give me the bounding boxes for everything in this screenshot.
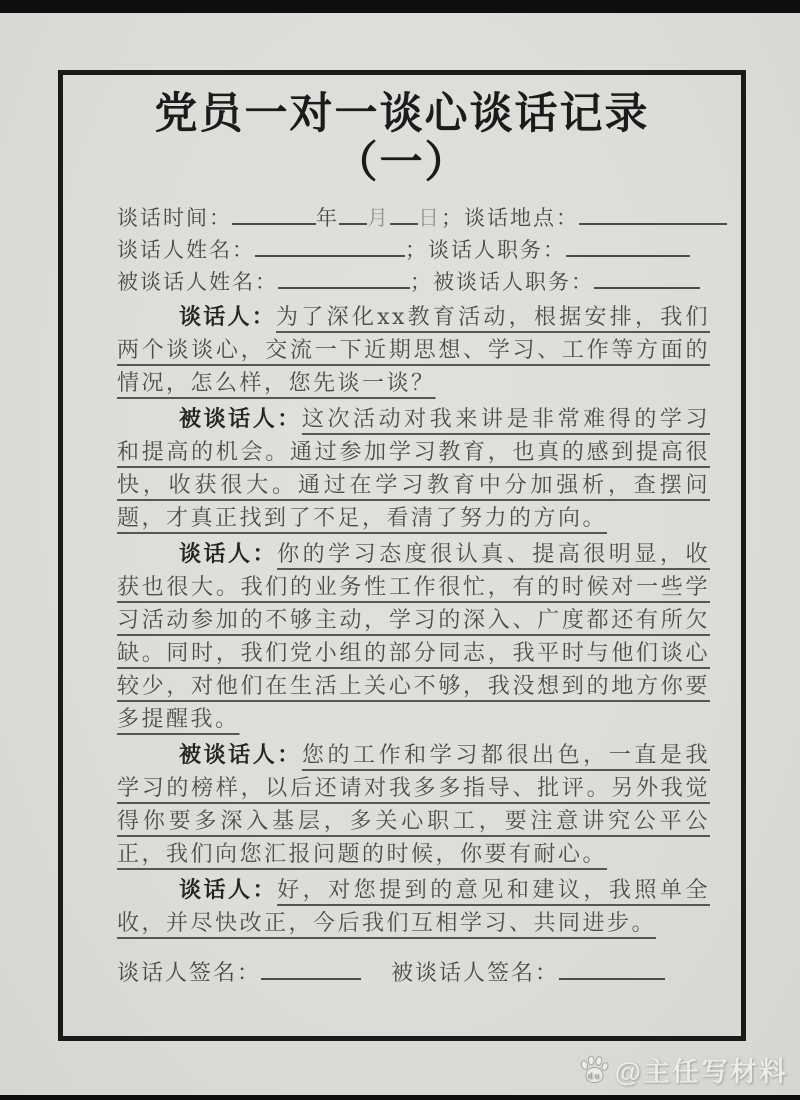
interviewer-title-label: 谈话人职务： [428,238,566,262]
day-label: 日 [418,206,441,230]
title-line-2: （一） [334,139,470,187]
speaker-label: 被谈话人： [179,406,302,431]
blank-interviewer-signature [261,960,361,980]
separator: ； [405,238,428,262]
blank-interviewer-title [566,237,690,257]
signature-row [117,956,710,987]
speaker-label: 谈话人： [179,877,278,902]
speech-text: 好，对您提到的意见和建议，我照单全收，并尽快改正，今后我们互相学习、共同进步。 [117,878,710,936]
dialogue-paragraph-4 [117,738,710,871]
document-border-frame [58,70,746,1041]
meta-line-time-place [117,202,710,234]
place-label: 谈话地点： [464,206,579,230]
baidu-paw-icon [578,1054,610,1086]
photo-letterbox-top [0,0,800,13]
meta-line-interviewer [117,234,710,266]
blank-interviewee-signature [559,960,665,980]
interviewee-signature-label: 被谈话人签名： [391,961,560,986]
blank-interviewer-name [255,237,405,257]
blank-interviewee-name [278,269,410,289]
blank-month [339,205,367,225]
interviewer-name-label: 谈话人姓名： [117,238,255,262]
watermark-handle: @主任写材料 [614,1057,788,1087]
speaker-label: 谈话人： [179,541,278,566]
year-label: 年 [316,206,339,230]
watermark [578,1050,788,1089]
separator: ； [441,206,464,230]
dialogue-paragraph-1 [117,300,710,400]
blank-interviewee-title [594,269,700,289]
speaker-label: 被谈话人： [179,742,302,767]
title-line-1: 党员一对一谈心谈话记录 [154,90,650,138]
blank-day [390,205,418,225]
interviewee-title-label: 被谈话人职务： [433,270,594,294]
meta-line-interviewee [117,266,710,298]
document-title [63,75,741,188]
speech-text: 这次活动对我来讲是非常难得的学习和提高的机会。通过参加学习教育，也真的感到提高很快，收获很大。通过在学习教育中分加强析，查摆问题，才真正找到了不足，看清了努力的方向。 [117,407,710,531]
dialogue-paragraph-3 [117,537,710,736]
blank-place [579,205,727,225]
time-label: 谈话时间： [117,206,232,230]
interviewee-name-label: 被谈话人姓名： [117,270,278,294]
document-body [63,188,741,987]
paw-du-text: du [587,1071,602,1080]
speech-text: 您的工作和学习都很出色，一直是我学习的榜样，以后还请对我多多指导、批评。另外我觉得你要多深入基层，多关心职工，要注意讲究公平公正，我们向您汇报问题的时候，你要有耐心。 [117,743,710,867]
speaker-label: 谈话人： [179,304,277,329]
dialogue-paragraph-5 [117,873,710,940]
speech-text: 为了深化xx教育活动，根据安排，我们两个谈谈心，交流一下近期思想、学习、工作等方面的情况，怎么样，您先谈一谈？ [117,305,710,396]
month-label: 月 [367,206,390,230]
separator: ； [410,270,433,294]
speech-text: 你的学习态度很认真、提高很明显，收获也很大。我们的业务性工作很忙，有的时候对一些学习活动参加的不够主动，学习的深入、广度都还有所欠缺。同时，我们党小组的部分同志，我平时与他们谈心较少，对他们在生活上关心不够，我没想到的地方你要多提醒我。 [117,542,710,732]
interviewer-signature-label: 谈话人签名： [117,961,262,986]
blank-year [232,205,316,225]
dialogue-paragraph-2 [117,402,710,535]
photo-letterbox-bottom [0,1095,800,1100]
